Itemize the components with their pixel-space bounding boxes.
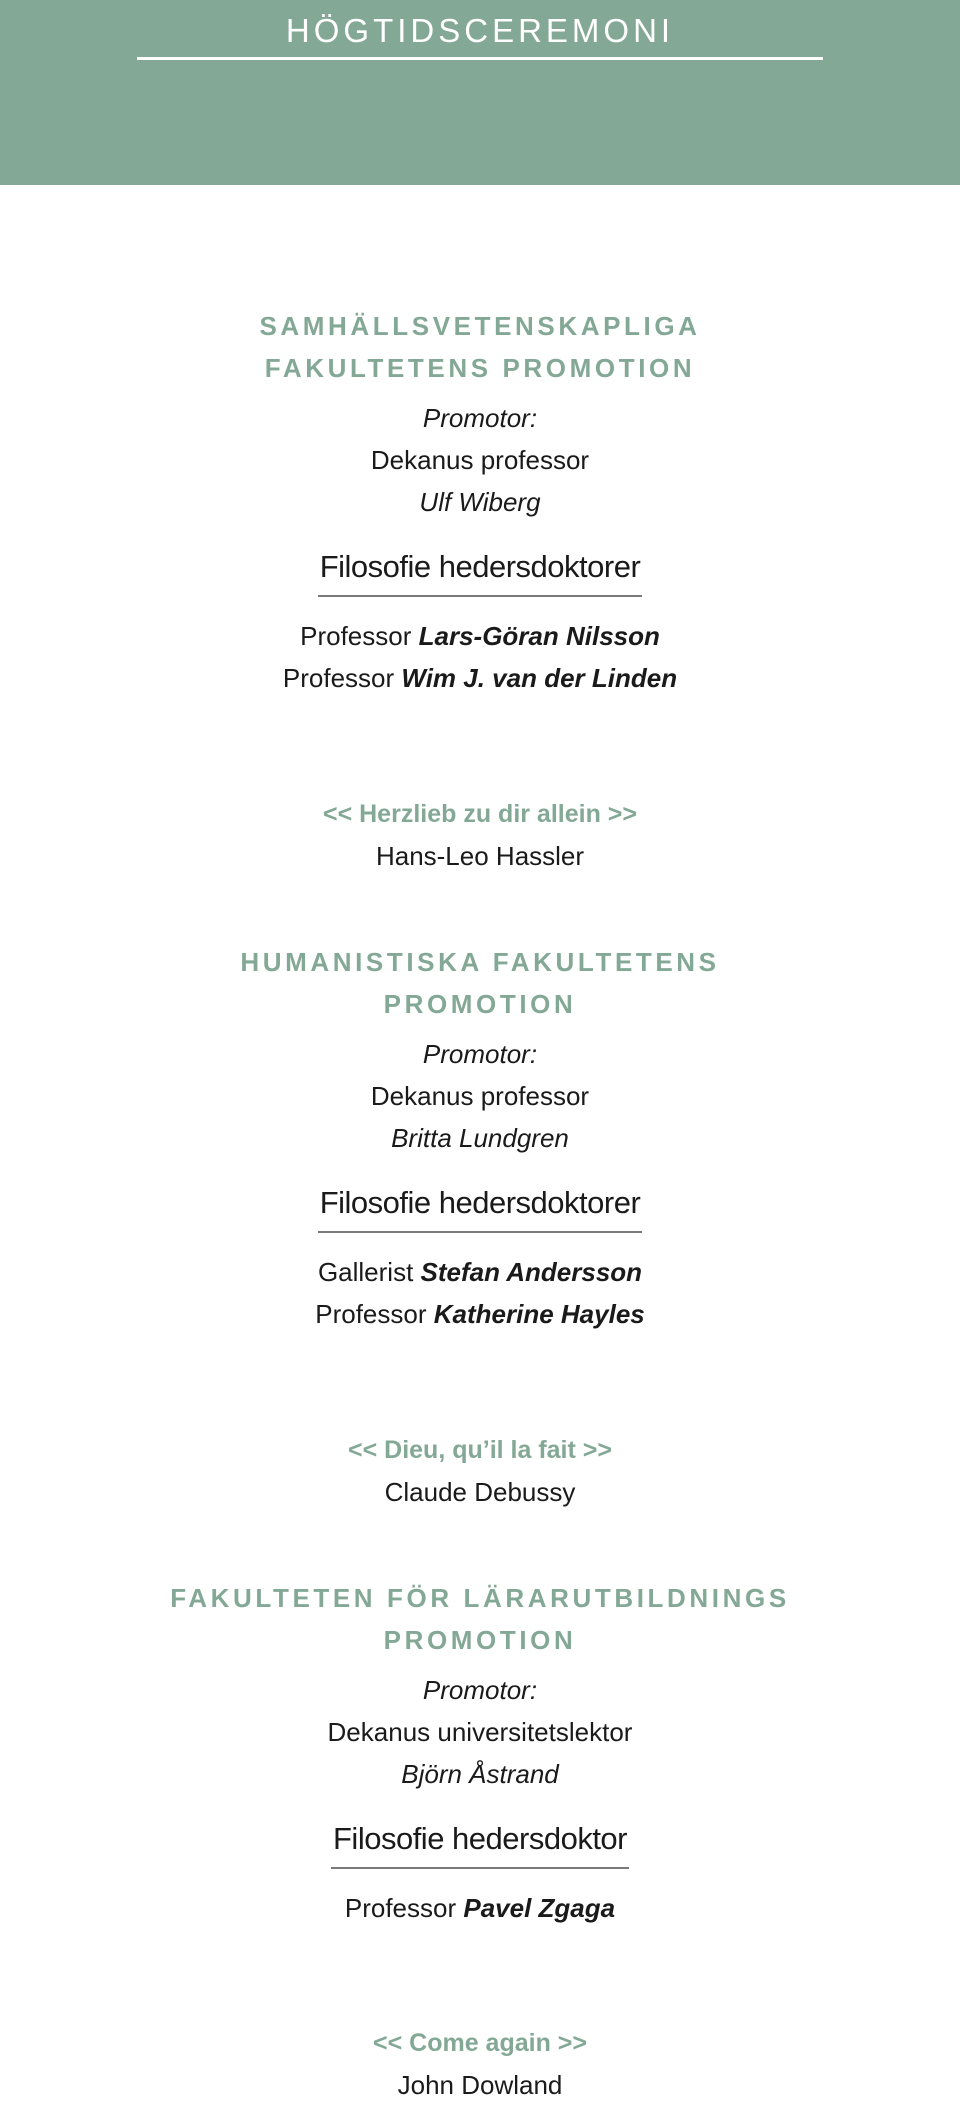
header-divider [137, 57, 823, 60]
doctor-entry [0, 1251, 960, 1293]
dean-name: Britta Lundgren [391, 1123, 569, 1153]
faculty-section [0, 1577, 960, 1929]
dean-title: Dekanus universitetslektor [327, 1717, 633, 1747]
faculty-title-line: PROMOTION [383, 1625, 577, 1655]
doctor-title: Professor [344, 1893, 457, 1923]
promotor-label: Promotor: [422, 403, 538, 433]
doctor-title: Professor [282, 663, 395, 693]
doctor-name: Katherine Hayles [433, 1299, 645, 1329]
dean-name: Björn Åstrand [401, 1759, 559, 1789]
honorary-heading-wrap [0, 1181, 960, 1233]
music-piece [0, 1429, 960, 1513]
doctor-list [0, 1887, 960, 1929]
dean-name: Ulf Wiberg [419, 487, 541, 517]
music-composer: Hans-Leo Hassler [375, 841, 585, 871]
promotor-label: Promotor: [422, 1675, 538, 1705]
faculty-section [0, 941, 960, 1335]
doctor-title: Professor [315, 1299, 427, 1329]
faculty-title-line: SAMHÄLLSVETENSKAPLIGA [259, 311, 701, 341]
dean-title: Dekanus professor [370, 445, 590, 475]
music-title: << Dieu, qu’il la fait >> [348, 1436, 612, 1464]
doctor-name: Pavel Zgaga [463, 1893, 616, 1923]
faculty-title [0, 1577, 960, 1661]
faculty-title [0, 305, 960, 389]
page-title: HÖGTIDSCEREMONI [285, 12, 675, 49]
music-composer: John Dowland [397, 2070, 563, 2100]
honorary-heading: Filosofie hedersdoktor [331, 1817, 629, 1869]
honorary-heading-wrap [0, 545, 960, 597]
honorary-heading: Filosofie hedersdoktorer [318, 545, 643, 597]
doctor-name: Wim J. van der Linden [401, 663, 678, 693]
music-piece [0, 793, 960, 877]
doctor-name: Stefan Andersson [420, 1257, 643, 1287]
doctor-entry [0, 1293, 960, 1335]
faculty-section [0, 305, 960, 699]
music-title: << Come again >> [373, 2029, 587, 2057]
faculty-title-line: PROMOTION [383, 989, 577, 1019]
header-band [0, 0, 960, 185]
doctor-list [0, 1251, 960, 1335]
faculty-title-line: FAKULTETENS PROMOTION [264, 353, 696, 383]
honorary-heading-wrap [0, 1817, 960, 1869]
music-composer: Claude Debussy [384, 1477, 576, 1507]
doctor-entry [0, 657, 960, 699]
honorary-heading: Filosofie hedersdoktorer [318, 1181, 643, 1233]
doctor-name: Lars-Göran Nilsson [418, 621, 660, 651]
doctor-title: Gallerist [317, 1257, 414, 1287]
dean-title: Dekanus professor [370, 1081, 590, 1111]
faculty-title [0, 941, 960, 1025]
faculty-title-line: HUMANISTISKA FAKULTETENS [240, 947, 720, 977]
doctor-title: Professor [300, 621, 412, 651]
music-piece [0, 2022, 960, 2106]
doctor-entry [0, 615, 960, 657]
promotor-label: Promotor: [422, 1039, 538, 1069]
doctor-entry [0, 1887, 960, 1929]
music-title: << Herzlieb zu dir allein >> [322, 800, 637, 828]
doctor-list [0, 615, 960, 699]
faculty-title-line: FAKULTETEN FÖR LÄRARUTBILDNINGS [170, 1583, 790, 1613]
